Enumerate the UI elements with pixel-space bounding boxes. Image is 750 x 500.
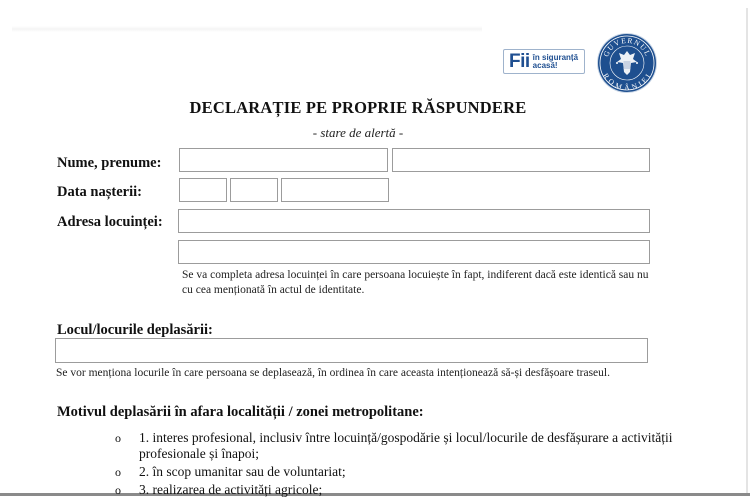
first-name-field[interactable] bbox=[392, 148, 650, 172]
destination-label: Locul/locurile deplasării: bbox=[57, 322, 213, 338]
birth-date-label: Data nașterii: bbox=[57, 184, 142, 200]
document-title: DECLARAȚIE PE PROPRIE RĂSPUNDERE bbox=[189, 98, 527, 117]
svg-text:GUVERNUL: GUVERNUL bbox=[601, 35, 653, 59]
address-line2-field[interactable] bbox=[178, 240, 650, 264]
fii-in-siguranta-logo bbox=[503, 49, 585, 74]
reason-option-humanitarian[interactable] bbox=[115, 464, 675, 480]
birth-day-field[interactable] bbox=[179, 178, 227, 202]
reason-option-text: 3. realizarea de activități agricole; bbox=[139, 482, 323, 497]
svg-text:ROMÂNIEI: ROMÂNIEI bbox=[601, 71, 653, 92]
name-label: Nume, prenume: bbox=[57, 155, 162, 171]
reason-option-text: 2. în scop umanitar sau de voluntariat; bbox=[139, 464, 346, 479]
reason-option-professional[interactable] bbox=[115, 430, 675, 462]
address-note: Se va completa adresa locuinței în care persoana locuiește în fapt, indiferent dacă este identică sau nu cu cea menționată în actul de identitate. bbox=[182, 269, 649, 296]
birth-year-field[interactable] bbox=[281, 178, 389, 202]
page-top-edge bbox=[12, 26, 482, 32]
document-subtitle: - stare de alertă - bbox=[312, 125, 404, 140]
destination-field[interactable] bbox=[55, 338, 648, 363]
guvernul-romaniei-seal-icon bbox=[598, 34, 656, 92]
option-bullet-icon: o bbox=[115, 431, 121, 445]
reason-label: Motivul deplasării în afara localității / zonei metropolitane: bbox=[57, 404, 424, 420]
destination-note: Se vor menționa locurile în care persoana se deplasează, în ordinea în care aceasta intenționează să-și desfășoare traseul. bbox=[56, 367, 610, 379]
reason-options-list bbox=[115, 430, 675, 500]
option-bullet-icon: o bbox=[115, 483, 121, 497]
address-label: Adresa locuinței: bbox=[57, 214, 163, 230]
last-name-field[interactable] bbox=[179, 148, 388, 172]
address-line1-field[interactable] bbox=[178, 209, 650, 233]
option-bullet-icon: o bbox=[115, 465, 121, 479]
birth-month-field[interactable] bbox=[230, 178, 278, 202]
government-seal-svg bbox=[598, 34, 656, 92]
logo-fii-tagline: în siguranță acasă! bbox=[532, 52, 579, 70]
reason-option-text: 1. interes profesional, inclusiv între locuință/gospodărie și locul/locurile de desfășurare a activității profesionale și înapoi; bbox=[139, 430, 673, 461]
logo-fii-text: Fii bbox=[509, 51, 530, 72]
page-right-edge bbox=[746, 8, 748, 496]
